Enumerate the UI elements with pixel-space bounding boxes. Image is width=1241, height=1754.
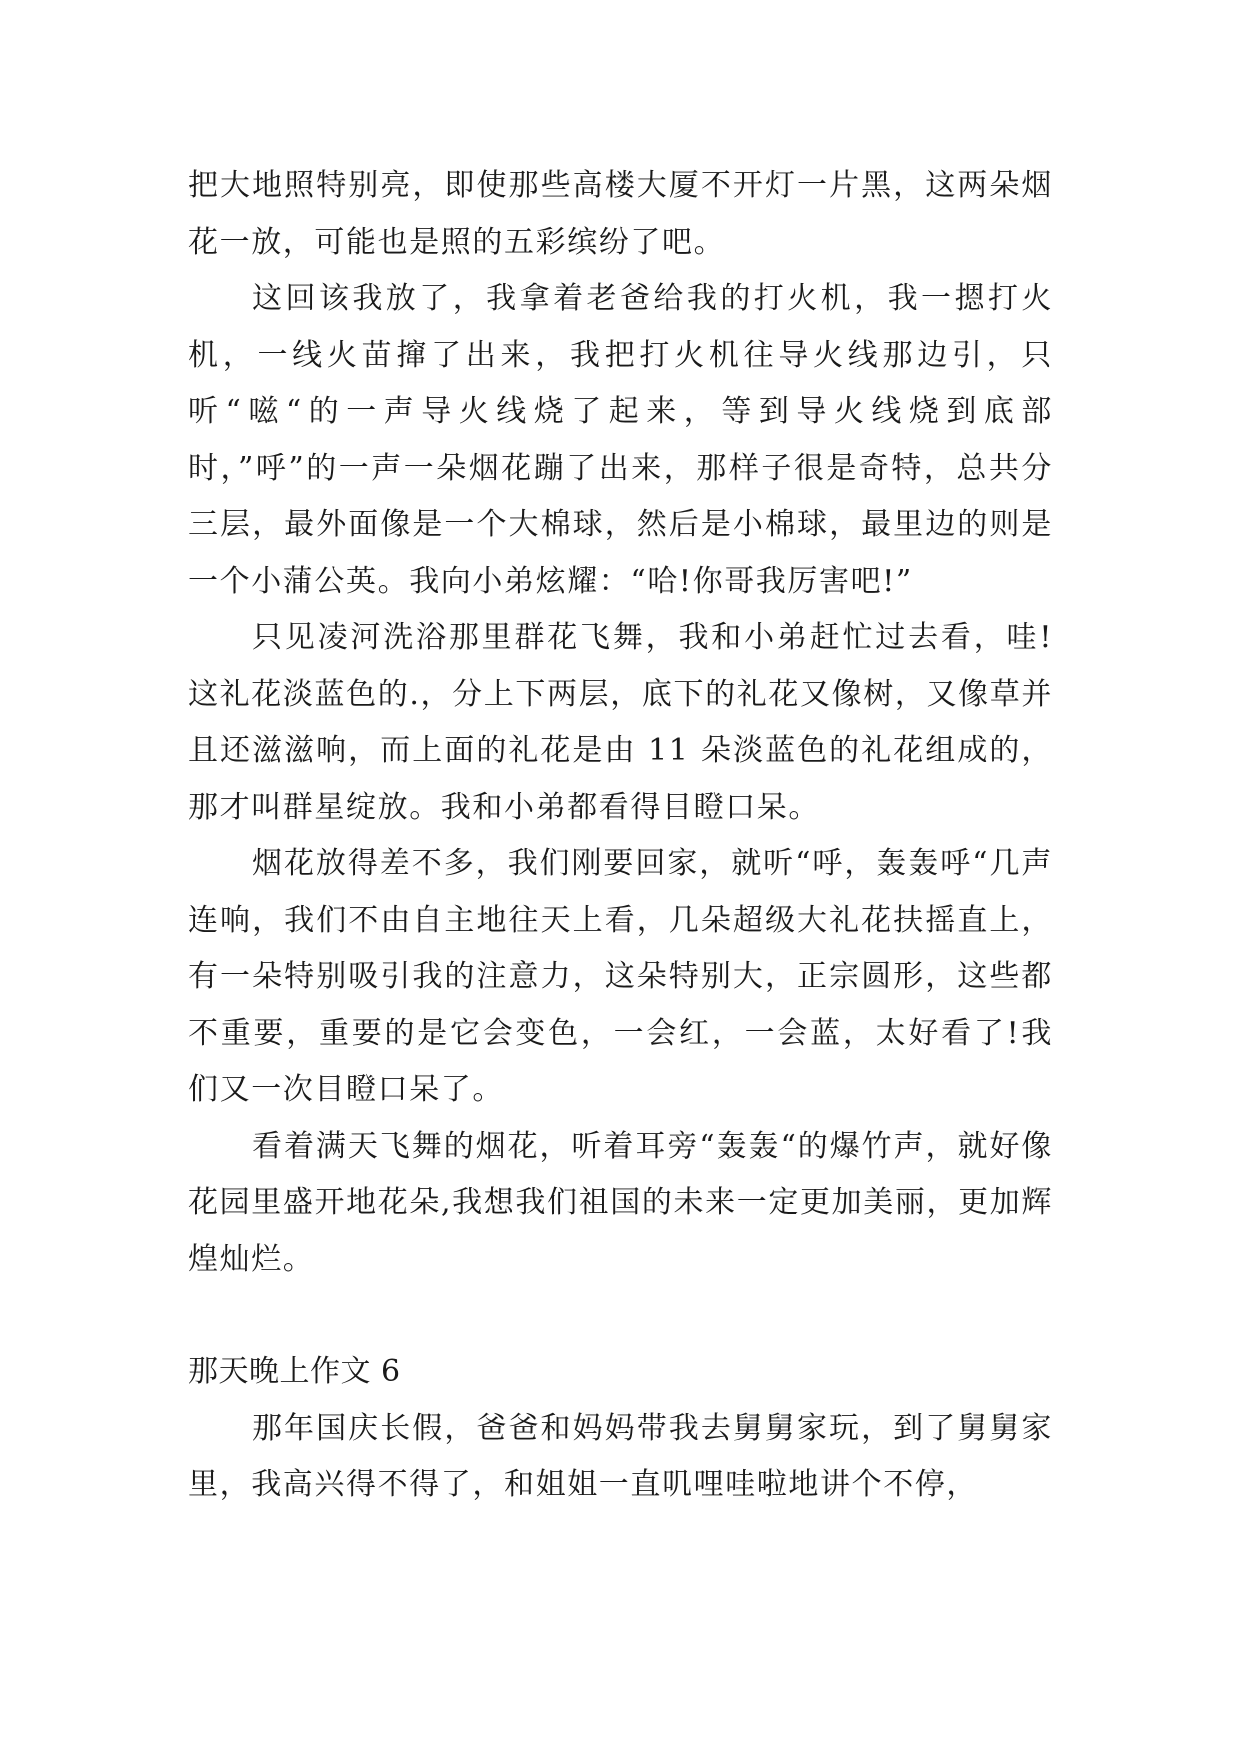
paragraph: 烟花放得差不多，我们刚要回家，就听“呼，轰轰呼“几声连响，我们不由自主地往天上看，几朵超级大礼花扶摇直上，有一朵特别吸引我的注意力，这朵特别大，正宗圆形，这些都不重要，重要的是它会变色，一会红，一会蓝，太好看了!我们又一次目瞪口呆了。 — [188, 846, 1053, 1107]
paragraph: 把大地照特别亮，即使那些高楼大厦不开灯一片黑，这两朵烟花一放，可能也是照的五彩缤纷了吧。 — [188, 168, 1053, 260]
section-heading: 那天晚上作文 6 — [188, 1354, 401, 1389]
document-body — [188, 158, 1053, 1514]
paragraph: 那年国庆长假，爸爸和妈妈带我去舅舅家玩，到了舅舅家里，我高兴得不得了，和姐姐一直叽哩哇啦地讲个不停， — [188, 1410, 1053, 1502]
paragraph: 这回该我放了，我拿着老爸给我的打火机，我一摁打火机，一线火苗撺了出来，我把打火机往导火线那边引，只听“嗞“的一声导火线烧了起来，等到导火线烧到底部时，”呼”的一声一朵烟花蹦了出来，那样子很是奇特，总共分三层，最外面像是一个大棉球，然后是小棉球，最里边的则是一个小蒲公英。我向小弟炫耀：“哈!你哥我厉害吧!” — [188, 281, 1053, 599]
paragraph: 只见凌河洗浴那里群花飞舞，我和小弟赶忙过去看，哇!这礼花淡蓝色的.，分上下两层，底下的礼花又像树，又像草并且还滋滋响，而上面的礼花是由 11 朵淡蓝色的礼花组成的，那才叫群星绽放。我和小弟都看得目瞪口呆。 — [188, 620, 1053, 825]
paragraph: 看着满天飞舞的烟花，听着耳旁“轰轰“的爆竹声，就好像花园里盛开地花朵,我想我们祖国的未来一定更加美丽，更加辉煌灿烂。 — [188, 1128, 1053, 1277]
